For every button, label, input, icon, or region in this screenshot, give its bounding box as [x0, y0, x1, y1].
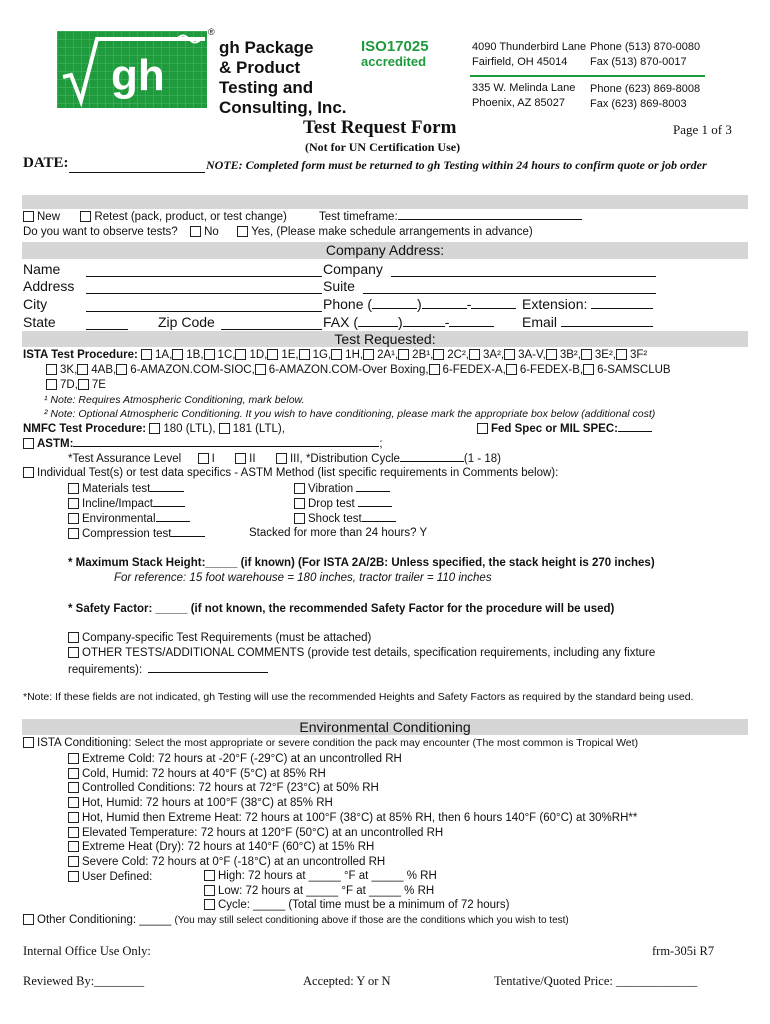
iso-badge: ISO17025: [361, 38, 429, 55]
fax-label: FAX (: [323, 314, 359, 330]
company-line: Consulting, Inc.: [219, 98, 347, 117]
ista-option-label: 1H,: [345, 349, 364, 361]
high-label: High: 72 hours at _____ °F at _____ % RH: [218, 870, 437, 882]
registered-mark: ®: [208, 27, 215, 37]
phone-line: Phone (623) 869-8008: [590, 83, 701, 95]
ista-option-checkbox[interactable]: [398, 349, 409, 360]
materials-field[interactable]: [150, 491, 184, 492]
level-2-checkbox[interactable]: [235, 453, 246, 464]
ista-option-checkbox[interactable]: [141, 349, 152, 360]
nmfc-label: NMFC Test Procedure:: [23, 423, 147, 435]
suite-field[interactable]: [363, 293, 656, 294]
phone-number-field[interactable]: [471, 308, 516, 309]
ista-conditioning-row: [23, 737, 638, 749]
company-label: Company: [323, 261, 383, 277]
astm-right-tests: [294, 482, 396, 527]
distribution-range: (1 - 18): [463, 453, 501, 465]
condition-label: Cold, Humid: 72 hours at 40°F (5°C) at 85% RH: [82, 767, 326, 780]
state-label: State: [23, 314, 56, 330]
level-3-label: III,: [289, 453, 303, 465]
name-label: Name: [23, 261, 61, 277]
phone-row: Phone ( ) -: [323, 296, 516, 312]
retest-checkbox[interactable]: [80, 211, 91, 222]
conditioning-option: [68, 855, 637, 870]
ista-option-checkbox[interactable]: [363, 349, 374, 360]
incline-field[interactable]: [153, 506, 185, 507]
test-option: [294, 482, 396, 497]
ista-option-label: 3B²,: [559, 349, 581, 361]
subtitle: (Not for UN Certification Use): [305, 140, 461, 154]
ista-option-checkbox[interactable]: [116, 364, 127, 375]
astm-checkbox[interactable]: [23, 438, 34, 449]
tests-section-bar: [22, 331, 748, 347]
email-row: [522, 314, 653, 330]
ista-conditioning-checkbox[interactable]: [23, 737, 34, 748]
user-defined-options: [204, 869, 509, 913]
phone-prefix-field[interactable]: [422, 308, 467, 309]
ista-note-2: ² Note: Optional Atmospheric Conditioning. It you wish to have conditioning, please mark the appropriate box below (additional cost): [44, 408, 656, 420]
distribution-field[interactable]: [400, 461, 464, 462]
conditioning-option: [68, 796, 637, 811]
timeframe-label: Test timeframe:: [319, 211, 398, 223]
conditioning-options: [68, 752, 637, 884]
page-title: Test Request Form: [303, 117, 457, 138]
ista-option-checkbox[interactable]: [506, 364, 517, 375]
test-option: [68, 497, 205, 512]
email-label: Email: [522, 314, 558, 330]
conditioning-option: [68, 781, 637, 796]
ista-option-label: 6-AMAZON.COM-SIOC,: [130, 364, 255, 376]
reviewed-by-field[interactable]: Reviewed By:________: [23, 974, 145, 988]
tests-section-title: Test Requested:: [334, 331, 436, 347]
safety-factor-text: * Safety Factor: _____ (if not known, the recommended Safety Factor for the procedure will be used): [68, 603, 615, 615]
extension-label: Extension:: [522, 296, 588, 312]
page-number: Page 1 of 3: [673, 122, 732, 137]
compression-label: Compression test: [82, 528, 172, 540]
drop-label: Drop test: [308, 498, 355, 510]
company-specific-row: [68, 632, 371, 644]
fax-number-field[interactable]: [449, 326, 494, 327]
condition-checkbox[interactable]: [68, 856, 79, 867]
notice-text: NOTE: Completed form must be returned to gh Testing within 24 hours to confirm quote or job order: [206, 158, 707, 172]
company-field[interactable]: [391, 276, 656, 277]
requirements-label: requirements):: [68, 664, 143, 676]
ista-option-label: 1C,: [217, 349, 236, 361]
form-number: frm-305i R7: [652, 944, 715, 958]
ista-option-label: 7E: [91, 379, 106, 391]
ista-option-checkbox[interactable]: [299, 349, 310, 360]
assurance-label: *Test Assurance Level: [68, 453, 182, 465]
company-section-bar: [22, 242, 748, 259]
observe-no-label: No: [204, 226, 219, 238]
ista-option-label: 1A,: [155, 349, 173, 361]
ista-option-label: 3A²,: [483, 349, 505, 361]
ista-option-checkbox[interactable]: [583, 364, 594, 375]
stack-height-text: * Maximum Stack Height:_____ (if known) (For ISTA 2A/2B: Unless specified, the stack height is 270 inches): [68, 557, 655, 569]
user-defined-option: [204, 898, 509, 913]
ista-option-checkbox[interactable]: [77, 364, 88, 375]
individual-checkbox[interactable]: [23, 467, 34, 478]
ista-option-checkbox[interactable]: [429, 364, 440, 375]
logo-text: gh: [111, 51, 165, 100]
other-tests-checkbox[interactable]: [68, 647, 79, 658]
condition-label: Severe Cold: 72 hours at 0°F (-18°C) at an uncontrolled RH: [82, 855, 386, 868]
retest-label: Retest (pack, product, or test change): [94, 211, 287, 223]
ista-option-label: 1G,: [312, 349, 332, 361]
condition-checkbox[interactable]: [68, 827, 79, 838]
phone-area-field[interactable]: [372, 308, 417, 309]
ista-option-label: 2C²,: [447, 349, 469, 361]
environmental-checkbox[interactable]: [68, 513, 79, 524]
conditioning-option: [68, 767, 637, 782]
condition-checkbox[interactable]: [68, 812, 79, 823]
low-label: Low: 72 hours at _____ °F at _____ % RH: [218, 884, 435, 897]
compression-checkbox[interactable]: [68, 528, 79, 539]
ista-options-2: [46, 364, 671, 376]
test-option: [68, 482, 205, 497]
individual-row: [23, 467, 558, 479]
ista-option-checkbox[interactable]: [546, 349, 557, 360]
nmfc-181-label: 181 (LTL),: [232, 423, 285, 435]
ista-option-checkbox[interactable]: [204, 349, 215, 360]
ista-option-label: 1E,: [281, 349, 299, 361]
date-label: DATE:: [23, 155, 69, 171]
fax-line: Fax (623) 869-8003: [590, 98, 687, 110]
astm-left-tests: [68, 482, 205, 542]
condition-checkbox[interactable]: [68, 753, 79, 764]
user-defined-label: User Defined:: [82, 870, 153, 883]
ista-option-checkbox[interactable]: [581, 349, 592, 360]
date-field[interactable]: [69, 172, 205, 173]
accepted-field[interactable]: Accepted: Y or N: [303, 974, 391, 988]
company-name: [219, 38, 347, 118]
ista-option-label: 1D,: [249, 349, 268, 361]
city-label: City: [23, 296, 48, 312]
shock-field[interactable]: [362, 521, 396, 522]
other-conditioning-label: Other Conditioning: _____: [37, 914, 172, 926]
incline-checkbox[interactable]: [68, 498, 79, 509]
shock-label: Shock test: [308, 513, 362, 525]
ista-option-label: 3A-V,: [518, 349, 546, 361]
footnote-text: *Note: If these fields are not indicated, gh Testing will use the recommended Heights and Safety Factors as required by the standard being used.: [23, 691, 694, 703]
observe-yes-label: Yes, (Please make schedule arrangements in advance): [251, 226, 533, 238]
ista-option-checkbox[interactable]: [433, 349, 444, 360]
materials-checkbox[interactable]: [68, 483, 79, 494]
condition-label: Extreme Heat (Dry): 72 hours at 140°F (60°C) at 15% RH: [82, 841, 375, 854]
address-field[interactable]: [86, 293, 322, 294]
astm-row: ASTM: ;: [23, 438, 383, 450]
test-option: [294, 497, 396, 512]
requirements-row: [68, 664, 268, 676]
extension-row: [522, 296, 653, 312]
requirements-field[interactable]: [148, 672, 268, 673]
address-line: Phoenix, AZ 85027: [472, 97, 565, 109]
high-checkbox[interactable]: [204, 870, 215, 881]
new-checkbox[interactable]: [23, 211, 34, 222]
internal-use-label: Internal Office Use Only:: [23, 944, 151, 958]
ista-option-checkbox[interactable]: [469, 349, 480, 360]
ista-option-checkbox[interactable]: [616, 349, 627, 360]
level-1-checkbox[interactable]: [198, 453, 209, 464]
address-line: Fairfield, OH 45014: [472, 56, 568, 68]
observe-no-checkbox[interactable]: [190, 226, 201, 237]
observe-label: Do you want to observe tests?: [23, 226, 178, 238]
test-option: [68, 527, 205, 542]
ista-row-1: [23, 349, 647, 361]
accredited-label: accredited: [361, 54, 427, 69]
user-defined-option: [204, 884, 509, 899]
timeframe-field[interactable]: [398, 219, 582, 220]
ista-note-1: ¹ Note: Requires Atmospheric Conditioning, mark below.: [44, 394, 305, 406]
address-ohio: [472, 40, 586, 70]
address-line: 335 W. Melinda Lane: [472, 82, 576, 94]
conditioning-option: [68, 752, 637, 767]
gh-logo: [57, 31, 207, 108]
request-type-row: [23, 211, 582, 223]
ista-option-checkbox[interactable]: [78, 379, 89, 390]
nmfc-180-checkbox[interactable]: [149, 423, 160, 434]
company-section-title: Company Address:: [325, 242, 445, 258]
environmental-label: Environmental: [82, 513, 156, 525]
test-option: [294, 512, 396, 527]
ista-option-checkbox[interactable]: [267, 349, 278, 360]
individual-label: Individual Test(s) or test data specifics - ASTM Method (list specific requirements in Comments below):: [37, 467, 559, 479]
fax-area-field[interactable]: [358, 326, 398, 327]
company-specific-checkbox[interactable]: [68, 632, 79, 643]
vibration-field[interactable]: [356, 491, 390, 492]
materials-label: Materials test: [82, 483, 151, 495]
ista-option-label: 6-FEDEX-A,: [442, 364, 506, 376]
astm-field[interactable]: [73, 446, 379, 447]
state-field[interactable]: [86, 329, 128, 330]
ista-option-checkbox[interactable]: [331, 349, 342, 360]
new-label: New: [37, 211, 61, 223]
level-1-label: I: [211, 453, 215, 465]
user-defined-checkbox[interactable]: [68, 871, 79, 882]
stacked-question: Stacked for more than 24 hours? Y: [249, 527, 428, 539]
ista-option-label: 6-FEDEX-B,: [519, 364, 584, 376]
fed-spec-field[interactable]: [618, 431, 652, 432]
condition-checkbox[interactable]: [68, 841, 79, 852]
condition-checkbox[interactable]: [68, 782, 79, 793]
ista-option-checkbox[interactable]: [255, 364, 266, 375]
other-conditioning-desc: (You may still select conditioning above if those are the conditions which you wish to test): [174, 915, 569, 926]
condition-checkbox[interactable]: [68, 797, 79, 808]
nmfc-row: [23, 423, 285, 435]
observe-row: [23, 226, 533, 238]
condition-label: Controlled Conditions: 72 hours at 72°F (23°C) at 50% RH: [82, 782, 379, 795]
ista-option-checkbox[interactable]: [46, 379, 57, 390]
condition-checkbox[interactable]: [68, 768, 79, 779]
ista-option-checkbox[interactable]: [504, 349, 515, 360]
nmfc-181-checkbox[interactable]: [219, 423, 230, 434]
ista-option-checkbox[interactable]: [235, 349, 246, 360]
low-checkbox[interactable]: [204, 885, 215, 896]
ista-option-label: 7D,: [60, 379, 78, 391]
phone-ohio: [590, 40, 700, 70]
company-specific-label: Company-specific Test Requirements (must be attached): [82, 632, 372, 644]
test-option: [68, 512, 205, 527]
email-field[interactable]: [561, 326, 653, 327]
fax-line: Fax (513) 870-0017: [590, 56, 687, 68]
ista-label: ISTA Test Procedure:: [23, 349, 138, 361]
ista-option-checkbox[interactable]: [172, 349, 183, 360]
fed-spec-checkbox[interactable]: [477, 423, 488, 434]
ista-conditioning-label: ISTA Conditioning:: [37, 737, 132, 749]
observe-yes-checkbox[interactable]: [237, 226, 248, 237]
address-line: 4090 Thunderbird Lane: [472, 41, 587, 53]
address-label: Address: [23, 278, 75, 294]
ista-option-label: 2A¹,: [377, 349, 399, 361]
cycle-label: Cycle: _____ (Total time must be a minimum of 72 hours): [218, 899, 510, 912]
ista-conditioning-desc: Select the most appropriate or severe condition the pack may encounter (The most common is Tropical Wet): [134, 737, 639, 749]
shock-checkbox[interactable]: [294, 513, 305, 524]
environmental-field[interactable]: [156, 521, 190, 522]
ista-option-label: 2B¹,: [412, 349, 434, 361]
phone-arizona: [590, 82, 700, 112]
level-2-label: II: [249, 453, 256, 465]
name-field[interactable]: [86, 276, 322, 277]
ista-option-label: 3K,: [60, 364, 78, 376]
cycle-checkbox[interactable]: [204, 899, 215, 910]
ista-option-label: 6-AMAZON.COM-Over Boxing,: [268, 364, 429, 376]
drop-checkbox[interactable]: [294, 498, 305, 509]
ista-option-checkbox[interactable]: [46, 364, 57, 375]
fed-spec-row: [477, 423, 652, 435]
conditioning-option: [68, 826, 637, 841]
company-line: & Product: [219, 58, 301, 77]
other-conditioning-row: [23, 914, 569, 926]
ista-option-label: 4AB,: [91, 364, 117, 376]
level-3-checkbox[interactable]: [276, 453, 287, 464]
drop-field[interactable]: [358, 506, 392, 507]
blank-section-bar: [22, 195, 748, 209]
stack-reference-text: For reference: 15 foot warehouse = 180 inches, tractor trailer = 110 inches: [114, 572, 492, 584]
suite-label: Suite: [323, 278, 355, 294]
ista-options-1: [141, 349, 647, 361]
compression-field[interactable]: [171, 536, 205, 537]
ista-option-label: 3F²: [630, 349, 648, 361]
ista-option-label: 3E²,: [594, 349, 616, 361]
nmfc-180-label: 180 (LTL),: [163, 423, 216, 435]
env-section-bar: [22, 719, 748, 735]
vibration-label: Vibration: [308, 483, 354, 495]
fax-row: FAX ( ) -: [323, 314, 494, 330]
quoted-price-field[interactable]: Tentative/Quoted Price: _____________: [494, 974, 698, 988]
assurance-row: [68, 453, 501, 465]
zip-field[interactable]: [221, 329, 322, 330]
address-arizona: [472, 81, 575, 111]
incline-label: Incline/Impact: [82, 498, 153, 510]
fax-prefix-field[interactable]: [403, 326, 445, 327]
condition-label: Elevated Temperature: 72 hours at 120°F (50°C) at an uncontrolled RH: [82, 826, 444, 839]
phone-label: Phone (: [323, 296, 373, 312]
fed-spec-label: Fed Spec or MIL SPEC:: [491, 423, 618, 435]
other-tests-label: OTHER TESTS/ADDITIONAL COMMENTS (provide test details, specification requirements, including any fixture: [82, 647, 656, 659]
company-line: Testing and: [219, 78, 314, 97]
conditioning-option: [68, 840, 637, 855]
condition-label: Hot, Humid: 72 hours at 100°F (38°C) at 85% RH: [82, 797, 333, 810]
other-conditioning-checkbox[interactable]: [23, 914, 34, 925]
other-tests-row: [68, 647, 655, 659]
user-defined-option: [204, 869, 509, 884]
company-line: gh Package: [219, 38, 314, 57]
zip-label: Zip Code: [158, 314, 215, 330]
ista-option-label: 1B,: [186, 349, 204, 361]
ista-option-label: 6-SAMSCLUB: [597, 364, 671, 376]
condition-label: Hot, Humid then Extreme Heat: 72 hours at 100°F (38°C) at 85% RH, then 6 hours 140°F (60°C) at 30%RH**: [82, 811, 638, 824]
astm-label: ASTM:: [37, 438, 74, 450]
distribution-label: *Distribution Cycle: [305, 453, 400, 465]
extension-field[interactable]: [591, 308, 653, 309]
conditioning-option: [68, 811, 637, 826]
header-divider: [470, 75, 705, 77]
vibration-checkbox[interactable]: [294, 483, 305, 494]
env-section-title: Environmental Conditioning: [299, 719, 471, 735]
condition-label: Extreme Cold: 72 hours at -20°F (-29°C) at an uncontrolled RH: [82, 753, 402, 765]
city-field[interactable]: [86, 311, 322, 312]
ista-options-3: [46, 379, 106, 391]
phone-line: Phone (513) 870-0080: [590, 41, 701, 53]
